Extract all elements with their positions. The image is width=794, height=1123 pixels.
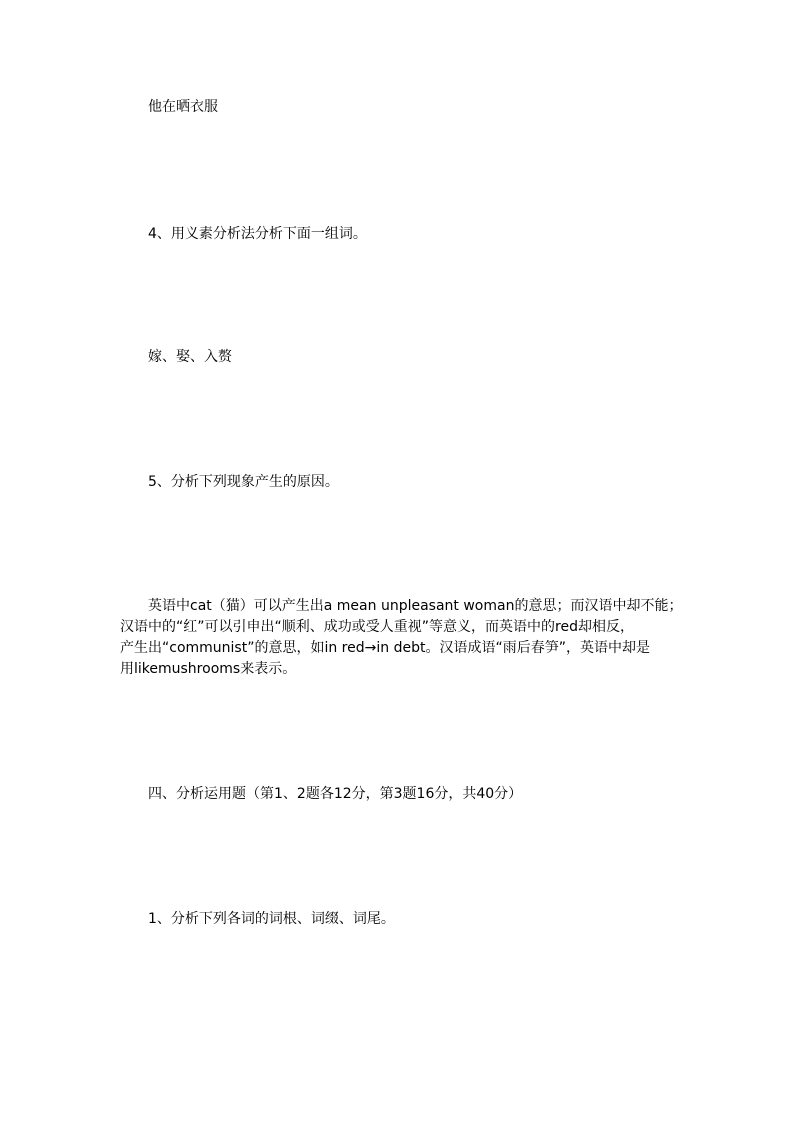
section-4-heading: 四、分析运用题（第1、2题各12分，第3题16分，共40分） <box>148 786 523 802</box>
paragraph-line-2: 汉语中的“红”可以引申出“顺利、成功或受人重视”等意义，而英语中的red却相反， <box>120 619 634 635</box>
section-4-question-1: 1、分析下列各词的词根、词缀、词尾。 <box>148 911 395 927</box>
sentence-drying-clothes: 他在晒衣服 <box>148 99 218 115</box>
paragraph-line-4: 用likemushrooms来表示。 <box>120 661 297 677</box>
paragraph-line-1: 英语中cat（猫）可以产生出a mean unpleasant woman的意思；而汉语中却不能； <box>148 598 683 614</box>
question-4: 4、用义素分析法分析下面一组词。 <box>148 226 367 242</box>
question-5-paragraph <box>120 596 683 680</box>
paragraph-line-3: 产生出“communist”的意思，如in red→in debt。汉语成语“雨后春笋”，英语中却是 <box>120 640 650 656</box>
question-4-words: 嫁、娶、入赘 <box>148 349 232 365</box>
question-5: 5、分析下列现象产生的原因。 <box>148 474 339 490</box>
